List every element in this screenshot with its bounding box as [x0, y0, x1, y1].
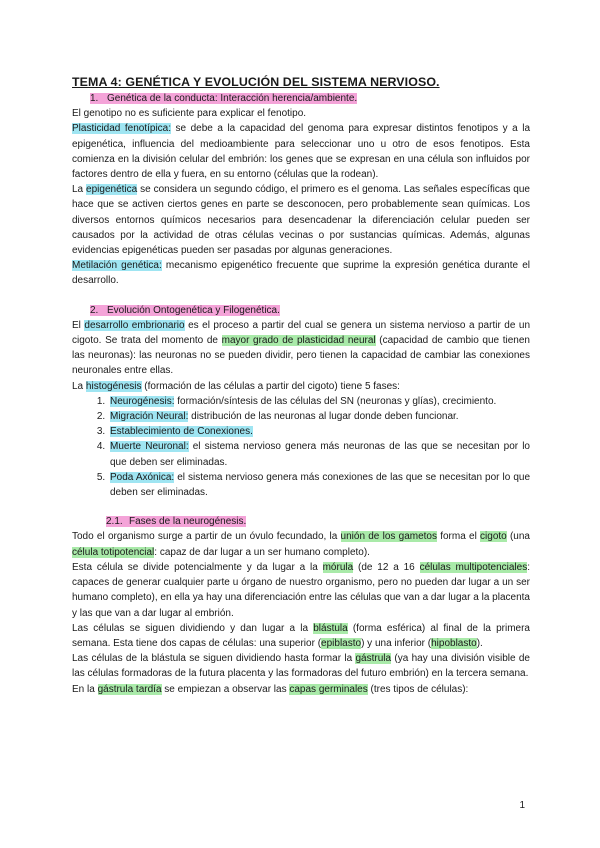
page-number: 1: [519, 800, 525, 811]
paragraph-cigoto: Todo el organismo surge a partir de un óvulo fecundado, la unión de los gametos forma el cigoto (una célula totipotencial: capaz de dar lugar a un ser humano completo).: [72, 531, 530, 558]
section-1-number: 1.: [90, 93, 99, 104]
list-item: 5. Poda Axónica: el sistema nervioso genera más conexiones de las que se necesitan por lo que deben ser eliminadas.: [108, 470, 530, 500]
section-2-heading: [90, 303, 530, 318]
paragraph-plasticidad: Plasticidad fenotípica: se debe a la capacidad del genoma para expresar distintos fenotipos y a la epigenética, influencia del medioambiente para seleccionar uno u otro de esos fenotipos. Esta comienza en la división celular del embrión: los genes que se expresan en una célula son influidos por factores dentro de ella y fuera, en su entorno (células que la rodean).: [72, 123, 530, 181]
paragraph-blastula: Las células se siguen dividiendo y dan lugar a la blástula (forma esférica) al final de la primera semana. Esta tiene dos capas de células: una superior (epiblasto) y una inferior (hipoblasto).: [72, 622, 530, 649]
list-item: 2. Migración Neural: distribución de las neuronas al lugar donde deben funcionar.: [108, 409, 530, 424]
paragraph-capas-germinales: En la gástrula tardía se empiezan a observar las capas germinales (tres tipos de células):: [72, 683, 469, 695]
paragraph-genotipo: El genotipo no es suficiente para explicar el fenotipo.: [72, 108, 307, 120]
document-title: TEMA 4: GENÉTICA Y EVOLUCIÓN DEL SISTEMA NERVIOSO.: [72, 75, 440, 89]
phases-list: [72, 394, 530, 500]
section-1-title: Genética de la conducta: Interacción herencia/ambiente.: [107, 93, 358, 104]
paragraph-epigenetica: La epigenética se considera un segundo código, el primero es el genoma. Las señales específicas que hace que se activen ciertos genes en parte se desconocen, pero probablemente sean químicas. Los diversos entornos químicos necesarios para desencadenar la diferenciación celular pueden ser causados por la actividad de otras células vecinas o por sustancias químicas. Además, algunas evidencias epigenéticas pueden ser pasadas por algunas generaciones.: [72, 184, 530, 257]
section-2-1-title: Fases de la neurogénesis.: [129, 516, 247, 528]
list-item: 3. Establecimiento de Conexiones.: [108, 424, 530, 439]
term-desarrollo-embrionario: desarrollo embrionario: [84, 319, 185, 331]
paragraph-histogenesis: La histogénesis (formación de las células a partir del cigoto) tiene 5 fases:: [72, 380, 400, 392]
spacer: [72, 500, 530, 514]
term-plasticidad: Plasticidad fenotípica:: [72, 123, 172, 135]
spacer: [72, 289, 530, 303]
term-metilacion: Metilación genética:: [72, 260, 162, 272]
term-epigenetica: epigenética: [86, 184, 138, 196]
paragraph-gastrula: Las células de la blástula se siguen dividiendo hasta formar la gástrula (ya hay una división visible de las células formadoras de la futura placenta y las formadoras del futuro embrión) en la tercera semana.: [72, 653, 530, 680]
page-content: [72, 75, 530, 697]
paragraph-metilacion: Metilación genética: mecanismo epigenético frecuente que suprime la expresión genética durante el desarrollo.: [72, 260, 530, 287]
paragraph-desarrollo: El desarrollo embrionario es el proceso a partir del cual se genera un sistema nervioso a partir de un cigoto. Se trata del momento de mayor grado de plasticidad neural (capacidad de cambio que tienen las neuronas): las neuronas no se pueden dividir, pero tienen la capacidad de cambiar las conexiones neuronales entre ellas.: [72, 319, 530, 377]
list-item: 4. Muerte Neuronal: el sistema nervioso genera más neuronas de las que se necesitan por lo que deben ser eliminadas.: [108, 439, 530, 469]
list-item: 1. Neurogénesis: formación/síntesis de las células del SN (neuronas y glías), crecimiento.: [108, 394, 530, 409]
section-2-1-heading: [106, 514, 530, 529]
section-2-1-number: 2.1.: [106, 516, 123, 528]
section-2-title: Evolución Ontogenética y Filogenética.: [107, 304, 280, 316]
section-1-heading: [90, 91, 530, 106]
section-2-number: 2.: [90, 304, 99, 316]
paragraph-morula: Esta célula se divide potencialmente y da lugar a la mórula (de 12 a 16 células multipotenciales: capaces de generar cualquier parte u órgano de nuestro organismo, pero no pueden dar lugar a un ser humano completo), en ella ya hay una diferenciación entre las células que van a dar lugar a la placenta y las que van a dar lugar al embrión.: [72, 561, 530, 619]
term-histogenesis: histogénesis: [85, 380, 142, 392]
term-plasticidad-neural: mayor grado de plasticidad neural: [221, 335, 376, 347]
